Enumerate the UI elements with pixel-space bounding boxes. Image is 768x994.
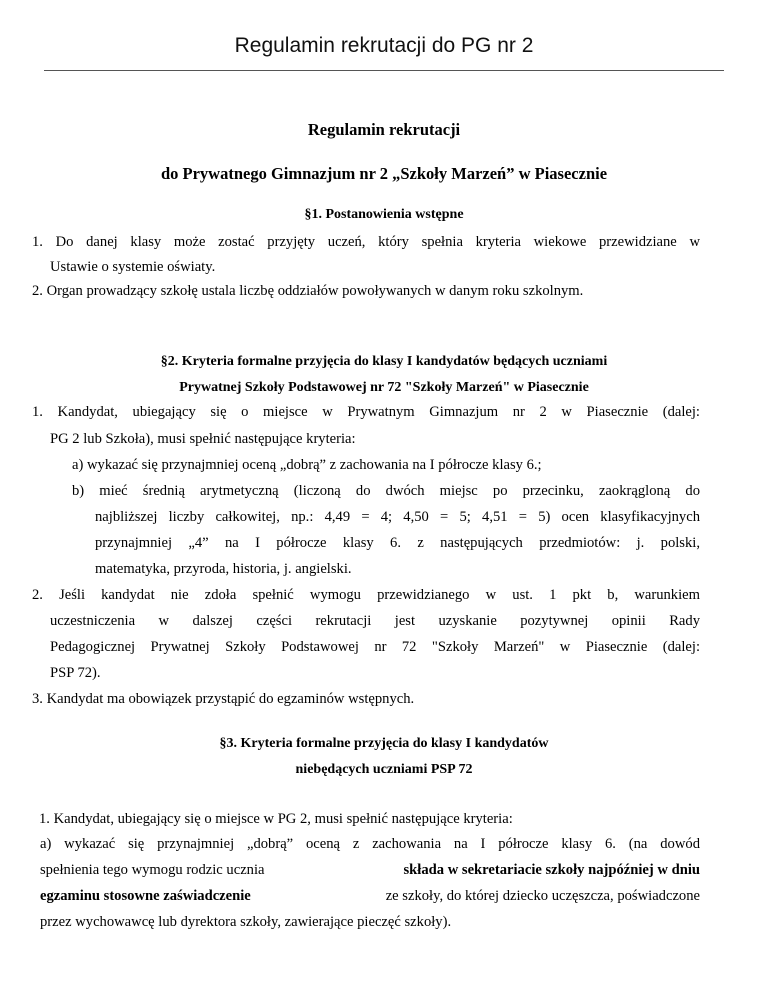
section-3-criterion-a-line-1: a) wykazać się przynajmniej „dobrą” oceną z zachowania na I półrocze klasy 6. (na dowód	[40, 836, 700, 852]
section-2-point-2-line-1: 2. Jeśli kandydat nie zdoła spełnić wymogu przewidzianego w ust. 1 pkt b, warunkiem	[32, 587, 700, 603]
section-3-criterion-a-line-3	[40, 887, 700, 905]
document-title: Regulamin rekrutacji	[307, 120, 461, 139]
section-1-point-1-line-1: 1. Do danej klasy może zostać przyjęty uczeń, który spełnia kryteria wiekowe przewidziane w	[32, 234, 700, 250]
section-1-heading: §1. Postanowienia wstępne	[304, 207, 464, 222]
section-2-point-2-line-4: PSP 72).	[50, 665, 101, 681]
section-3-point-1: 1. Kandydat, ubiegający się o miejsce w PG 2, musi spełnić następujące kryteria:	[39, 811, 513, 827]
running-header: Regulamin rekrutacji do PG nr 2	[234, 34, 534, 57]
criterion-a-line-2-emphasis: składa w sekretariacie szkoły najpóźniej w dniu	[403, 862, 700, 878]
section-2-point-2-line-2: uczestniczenia w dalszej części rekrutacji jest uzyskanie pozytywnej opinii Rady	[50, 613, 700, 629]
criterion-a-line-2-text: spełnienia tego wymogu rodzic ucznia	[40, 862, 265, 878]
section-2-point-1-line-2: PG 2 lub Szkoła), musi spełnić następujące kryteria:	[50, 431, 356, 447]
section-1-point-2: 2. Organ prowadzący szkołę ustala liczbę oddziałów powoływanych w danym roku szkolnym.	[32, 283, 584, 299]
document-subtitle: do Prywatnego Gimnazjum nr 2 „Szkoły Marzeń” w Piasecznie	[160, 164, 608, 183]
section-2-point-3: 3. Kandydat ma obowiązek przystąpić do egzaminów wstępnych.	[32, 691, 415, 707]
section-2-criterion-b-line-3: przynajmniej „4” na I półrocze klasy 6. z następujących przedmiotów: j. polski,	[95, 535, 700, 551]
section-3-criterion-a-line-2	[40, 861, 700, 879]
section-2-heading-line-1: §2. Kryteria formalne przyjęcia do klasy I kandydatów będących uczniami	[160, 354, 608, 369]
section-1-point-1-line-2: Ustawie o systemie oświaty.	[50, 259, 216, 275]
section-2-criterion-a: a) wykazać się przynajmniej oceną „dobrą” z zachowania na I półrocze klasy 6.;	[72, 457, 542, 473]
section-2-criterion-b-line-1: b) mieć średnią arytmetyczną (liczoną do dwóch miejsc po przecinku, zaokrągloną do	[72, 483, 700, 499]
criterion-a-line-3-emphasis: egzaminu stosowne zaświadczenie	[40, 888, 251, 904]
section-3-criterion-a-line-4: przez wychowawcę lub dyrektora szkoły, zawierające pieczęć szkoły).	[40, 914, 452, 930]
section-2-criterion-b-line-2: najbliższej liczby całkowitej, np.: 4,49 = 4; 4,50 = 5; 4,51 = 5) ocen klasyfikacyjnych	[95, 509, 700, 525]
section-2-criterion-b-line-4: matematyka, przyroda, historia, j. angielski.	[95, 561, 352, 577]
section-2-point-2-line-3: Pedagogicznej Prywatnej Szkoły Podstawowej nr 72 "Szkoły Marzeń" w Piasecznie (dalej:	[50, 639, 700, 655]
section-3-heading-line-1: §3. Kryteria formalne przyjęcia do klasy I kandydatów	[219, 736, 549, 751]
section-2-heading-line-2: Prywatnej Szkoły Podstawowej nr 72 "Szkoły Marzeń" w Piasecznie	[179, 380, 589, 395]
header-divider	[44, 70, 724, 71]
section-2-point-1-line-1: 1. Kandydat, ubiegający się o miejsce w Prywatnym Gimnazjum nr 2 w Piasecznie (dalej:	[32, 404, 700, 420]
section-3-heading-line-2: niebędących uczniami PSP 72	[295, 762, 473, 777]
criterion-a-line-3-text: ze szkoły, do której dziecko uczęszcza, poświadczone	[385, 888, 700, 904]
